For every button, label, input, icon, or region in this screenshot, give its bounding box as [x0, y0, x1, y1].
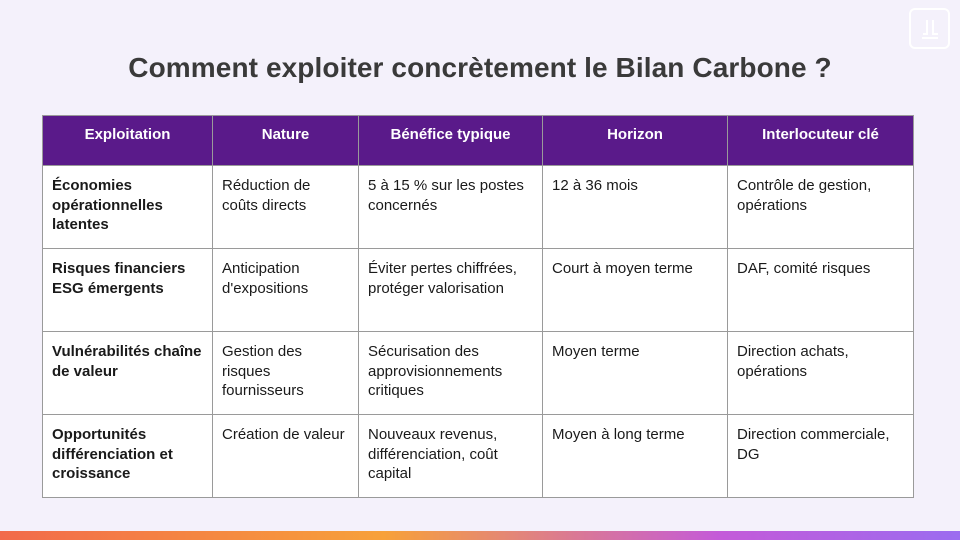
- cell-benefice: Sécurisation des approvisionnements critiques: [359, 332, 543, 415]
- table-row: [43, 332, 914, 415]
- gradient-footer-bar: [0, 531, 960, 540]
- cell-benefice: Nouveaux revenus, différenciation, coût capital: [359, 415, 543, 498]
- header-nature: Nature: [213, 116, 359, 166]
- table-header-row: [43, 116, 914, 166]
- exploitation-table: [42, 115, 914, 498]
- page-title: Comment exploiter concrètement le Bilan Carbone ?: [128, 52, 832, 83]
- cell-interlocuteur: Direction commerciale, DG: [728, 415, 914, 498]
- cell-interlocuteur: Direction achats, opérations: [728, 332, 914, 415]
- cell-interlocuteur: Contrôle de gestion, opérations: [728, 166, 914, 249]
- jl-logo-icon: [918, 17, 942, 41]
- cell-exploitation: Risques financiers ESG émergents: [43, 249, 213, 332]
- brand-logo: [909, 8, 950, 49]
- cell-nature: Réduction de coûts directs: [213, 166, 359, 249]
- cell-exploitation: Opportunités différenciation et croissance: [43, 415, 213, 498]
- table-row: [43, 415, 914, 498]
- cell-horizon: Court à moyen terme: [543, 249, 728, 332]
- header-exploitation: Exploitation: [43, 116, 213, 166]
- cell-nature: Anticipation d'expositions: [213, 249, 359, 332]
- header-interlocuteur: Interlocuteur clé: [728, 116, 914, 166]
- cell-interlocuteur: DAF, comité risques: [728, 249, 914, 332]
- cell-horizon: Moyen à long terme: [543, 415, 728, 498]
- cell-nature: Création de valeur: [213, 415, 359, 498]
- cell-exploitation: Économies opérationnelles latentes: [43, 166, 213, 249]
- cell-horizon: 12 à 36 mois: [543, 166, 728, 249]
- cell-nature: Gestion des risques fournisseurs: [213, 332, 359, 415]
- cell-exploitation: Vulnérabilités chaîne de valeur: [43, 332, 213, 415]
- cell-horizon: Moyen terme: [543, 332, 728, 415]
- header-horizon: Horizon: [543, 116, 728, 166]
- table-row: [43, 166, 914, 249]
- cell-benefice: Éviter pertes chiffrées, protéger valorisation: [359, 249, 543, 332]
- header-benefice: Bénéfice typique: [359, 116, 543, 166]
- table-row: [43, 249, 914, 332]
- cell-benefice: 5 à 15 % sur les postes concernés: [359, 166, 543, 249]
